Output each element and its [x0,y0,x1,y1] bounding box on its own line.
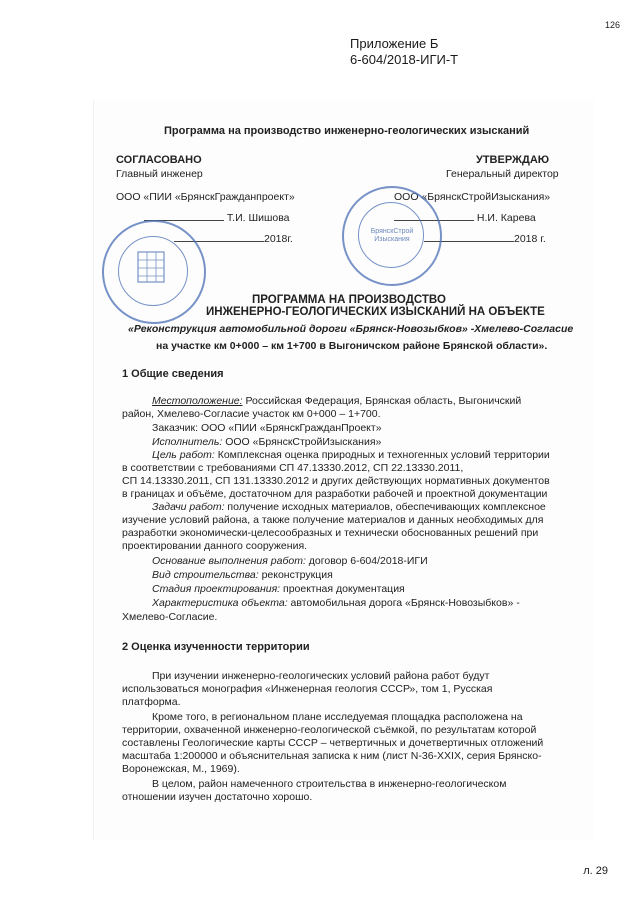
client-line: Заказчик: ООО «ПИИ «БрянскГражданПроект» [152,422,382,434]
s2-p3-line2: отношении изучен достаточно хорошо. [122,791,313,803]
tasks-line2: изучение условий района, а также получение материалов и данных необходимых для [122,514,544,526]
s2-p2-line2: территории, охваченной инженерно-геологической съёмкой, по результатам которой [122,724,537,736]
s2-p1-line3: платформа. [122,696,181,708]
appendix-label: Приложение Б [350,36,439,51]
s2-p3-line1: В целом, район намеченного строительства в инженерно-геологическом [152,778,507,790]
s2-p2-line1: Кроме того, в региональном плане исследуемая площадка расположена на [152,711,523,723]
program-title: Программа на производство инженерно-геологических изысканий [164,125,530,137]
agreed-year: 2018г. [264,233,293,245]
object-char-line1: Характеристика объекта: автомобильная дорога «Брянск-Новозыбков» - [152,597,520,609]
s2-p1-line1: При изучении инженерно-геологических условий района работ будут [152,670,490,682]
page-number: 126 [604,20,620,30]
s2-p2-line3: составлены Геологические карты СССР – четвертичных и дочетвертичных отложений [122,737,544,749]
agreed-role: Главный инженер [116,168,203,180]
tasks-line1: Задачи работ: получение исходных материалов, обеспечивающих комплексное [152,501,546,513]
section1-heading: 1 Общие сведения [122,368,224,380]
sheet-number: л. 29 [583,865,608,877]
section2-heading: 2 Оценка изученности территории [122,641,310,653]
agreed-heading: СОГЛАСОВАНО [116,154,202,166]
s2-p2-line5: Воронежская, М., 1969). [122,763,240,775]
main-title-line1: ПРОГРАММА НА ПРОИЗВОДСТВО [252,294,446,306]
approve-year: 2018 г. [514,233,546,245]
right-stamp [342,186,442,286]
approve-role: Генеральный директор [446,168,559,180]
appendix-header [350,36,490,68]
approve-org: ООО «БрянскСтройИзыскания» [394,191,551,203]
executor-line: Исполнитель: ООО «БрянскСтройИзыскания» [152,436,382,448]
right-stamp-text: БрянскСтрой Изыскания [370,228,414,243]
object-char-line2: Хмелево-Согласие. [122,611,218,623]
object-line1: «Реконструкция автомобильной дороги «Брянск-Новозыбков» -Хмелево-Согласие [128,323,574,335]
agreed-signer: Т.И. Шишова [226,212,290,224]
agreed-org: ООО «ПИИ «БрянскГражданпроект» [116,191,295,203]
object-line2: на участке км 0+000 – км 1+700 в Выгоничском районе Брянской области». [156,340,548,352]
goal-line3: СП 14.13330.2011, СП 131.13330.2012 и других действующих нормативных документов [122,475,550,487]
approve-signer: Н.И. Карева [476,212,536,224]
approve-heading: УТВЕРЖДАЮ [476,154,550,166]
location-line1: Местоположение: Российская Федерация, Брянская область, Выгоничский [152,395,522,407]
location-line2: район, Хмелево-Согласие участок км 0+000 – 1+700. [122,408,381,420]
main-title-line2: ИНЖЕНЕРНО-ГЕОЛОГИЧЕСКИХ ИЗЫСКАНИЙ НА ОБЪЕКТЕ [206,306,545,318]
goal-line1: Цель работ: Комплексная оценка природных и техногенных условий территории [152,449,550,461]
left-stamp [102,220,206,324]
scanned-page [93,100,594,840]
goal-line2: в соответствии с требованиями СП 47.13330.2012, СП 22.13330.2011, [122,462,464,474]
tasks-line4: проектировании данного сооружения. [122,540,308,552]
s2-p1-line2: использоваться монография «Инженерная геология СССР», том 1, Русская [122,683,493,695]
basis-line: Основание выполнения работ: договор 6-604/2018-ИГИ [152,555,428,567]
tasks-line3: разработки экономически-целесообразных и технически обоснованных решений при [122,527,539,539]
document-code: 6-604/2018-ИГИ-Т [350,52,459,67]
goal-line4: в границах и объёме, достаточном для разработки рабочей и проектной документации [122,488,548,500]
construction-type-line: Вид строительства: реконструкция [152,569,333,581]
design-stage-line: Стадия проектирования: проектная документация [152,583,405,595]
s2-p2-line4: масштаба 1:200000 и объяснительная записка к ним (лист N-36-XXIX, серия Брянско- [122,750,542,762]
approve-date-line [424,231,546,245]
